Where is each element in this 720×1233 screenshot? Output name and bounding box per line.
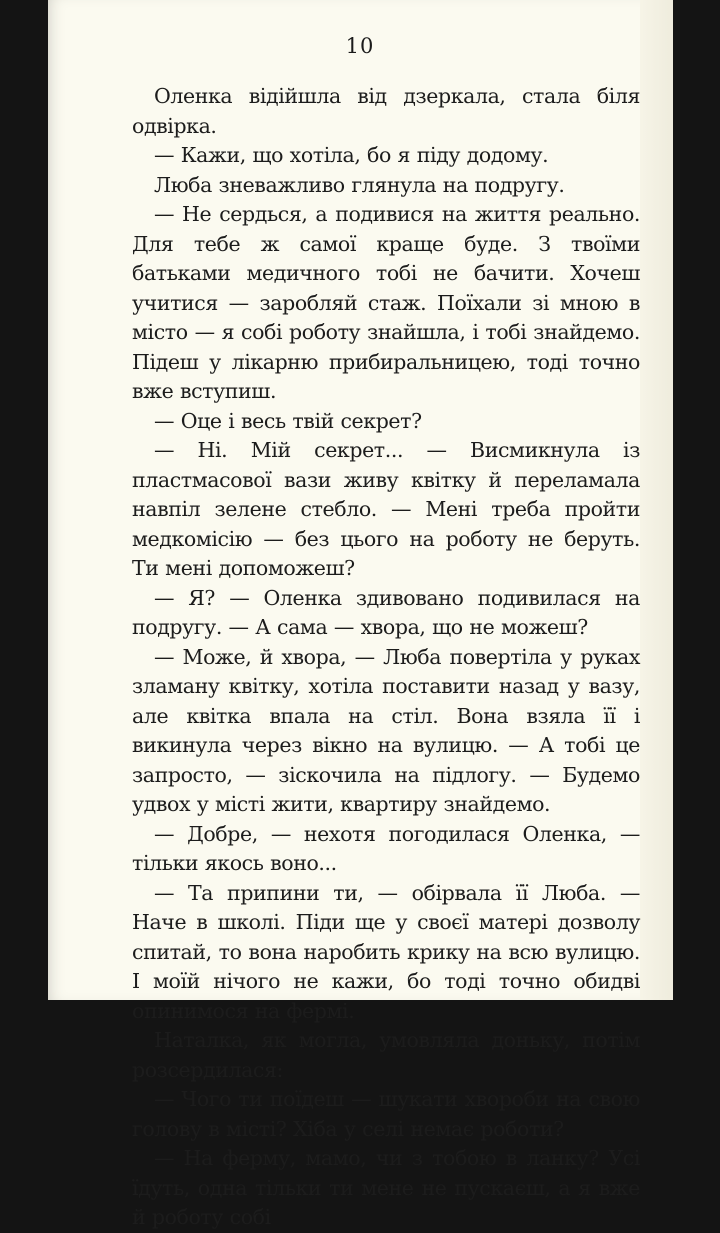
page-edge: [640, 0, 673, 1000]
body-text: [132, 82, 640, 1233]
paragraph: — Може, й хвора, — Люба повертіла у руках зламану квітку, хотіла поставити назад у вазу, але квітка впала на стіл. Вона взяла її і викинула через вікно на вулицю. — А тобі це запросто, — зіскочила на підлогу. — Будемо удвох у місті жити, квартиру знайдемо.: [132, 644, 640, 816]
paragraph: Наталка, як могла, умовляла доньку, потім розсердилася:: [132, 1028, 640, 1082]
paragraph: Люба зневажливо глянула на подругу.: [154, 172, 565, 197]
paragraph: — Ні. Мій секрет... — Висмикнула із пластмасової вази живу квітку й переламала навпіл зелене стебло. — Мені треба пройти медкомісію — без цього на роботу не беруть. Ти мені допоможеш?: [132, 438, 640, 580]
paragraph: — Оце і весь твій секрет?: [154, 408, 422, 433]
paragraph: — Не сердься, а подивися на життя реально. Для тебе ж самої краще буде. З твоїми батьками медичного тобі не бачити. Хочеш учитися — заробляй стаж. Поїхали зі мною в місто — я собі роботу знайшла, і тобі знайдемо. Підеш у лікарню прибиральницею, тоді точно вже вступиш.: [132, 202, 640, 403]
page-number: 10: [345, 34, 375, 58]
paragraph: — Та припини ти, — обірвала її Люба. — Наче в школі. Піди ще у своєї матері дозволу спитай, то вона наробить крику на всю вулицю. І моїй нічого не кажи, бо тоді точно обидві опинимося на фермі.: [132, 880, 640, 1023]
paragraph: — Добре, — нехотя погодилася Оленка, — тільки якось воно...: [132, 821, 640, 875]
paragraph: Оленка відійшла від дзеркала, стала біля одвірка.: [132, 84, 640, 138]
paragraph: — На ферму, мамо, чи з тобою в ланку? Усі їдуть, одна тільки ти мене не пускаєш, а я вже й роботу собі: [132, 1146, 640, 1229]
paragraph: — Я? — Оленка здивовано подивилася на подругу. — А сама — хвора, що не можеш?: [132, 585, 640, 639]
paragraph: — Кажи, що хотіла, бо я піду додому.: [154, 143, 549, 167]
paragraph: — Чого ти поїдеш — шукати хвороби на свою голову в місті? Хіба у селі немає роботи?: [132, 1087, 640, 1141]
